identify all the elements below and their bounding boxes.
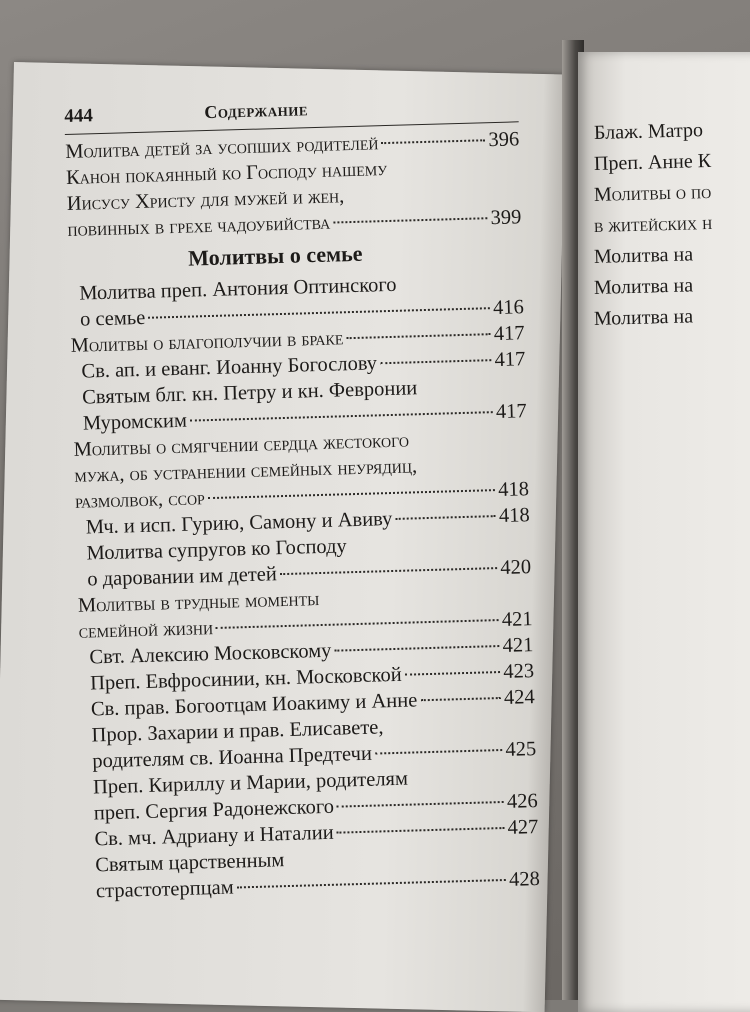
dot-leader: [208, 489, 495, 499]
toc-entry-title: Преп. Кириллу и Марии, родителям: [92, 767, 409, 799]
toc-entry-title: Святым блг. кн. Петру и кн. Февронии: [81, 377, 418, 409]
toc-entry-title: семейной жизни: [78, 617, 214, 643]
toc-entry-title: Святым царственным: [94, 849, 285, 877]
facing-page-line: Молитва на: [593, 274, 694, 299]
toc-entry-title: Св. прав. Богоотцам Иоакиму и Анне: [90, 689, 418, 721]
toc-list-family: [69, 268, 540, 904]
dot-leader: [375, 749, 503, 755]
dot-leader: [346, 333, 491, 339]
toc-entry-title: Муромским: [82, 409, 188, 435]
dot-leader: [148, 307, 490, 319]
toc-page-number: 417: [495, 400, 528, 424]
dot-leader: [333, 217, 488, 223]
toc-page-number: 418: [498, 504, 530, 528]
facing-page-line: в житейских н: [593, 211, 713, 237]
facing-page-line: Молитвы о по: [593, 180, 712, 206]
toc-page-number: 425: [505, 738, 537, 761]
right-book-page: [578, 52, 750, 1012]
toc-entry: [73, 424, 529, 515]
toc-entry-title: Молитва преп. Антония Оптинского: [78, 273, 397, 305]
toc-entry-title: страстотерпцам: [95, 876, 235, 903]
toc-page-number: 416: [492, 296, 525, 320]
toc-entry-title: Св. ап. и еванг. Иоанну Богослову: [81, 352, 378, 383]
toc-entry-title: Молитвы о благополучии в браке: [70, 327, 344, 357]
page-number: 444: [64, 105, 94, 127]
dot-leader: [337, 801, 504, 808]
toc-entry-title: о семье: [79, 306, 146, 331]
facing-page-line: Молитва на: [593, 305, 694, 330]
toc-entry-title: Иисусу Христу для мужей и жен,: [66, 185, 345, 215]
toc-entry-title: Св. мч. Адриану и Наталии: [94, 821, 334, 851]
dot-leader: [216, 619, 499, 629]
toc-entry-title: Молитва супругов ко Господу: [86, 535, 348, 565]
dot-leader: [380, 359, 492, 364]
toc-page-number: 421: [502, 634, 534, 657]
toc-entry-title: Молитвы о смягчении сердца жестокого: [73, 429, 410, 461]
toc-page-number: 421: [501, 608, 533, 631]
toc-entry-title: мужа, об устранении семейных неурядиц,: [74, 455, 418, 487]
toc-entry-title: Канон покаянный ко Господу нашему: [65, 158, 388, 189]
toc-page-number: 428: [508, 868, 541, 891]
toc-page-number: 417: [494, 348, 526, 372]
toc-entry-title: размолвок, ссор: [74, 487, 206, 513]
dot-leader: [334, 645, 499, 652]
facing-page-text: [594, 118, 712, 335]
dot-leader: [337, 827, 505, 834]
toc-entry-title: Прор. Захарии и прав. Елисавете,: [91, 716, 384, 747]
toc-page-number: 399: [490, 206, 522, 230]
toc-page-number: 420: [500, 556, 532, 579]
dot-leader: [420, 697, 501, 701]
facing-page-line: Блаж. Матро: [593, 119, 704, 144]
dot-leader: [237, 879, 506, 889]
dot-leader: [381, 139, 485, 144]
toc-entry-title: Преп. Евфросинии, кн. Московской: [89, 663, 402, 695]
toc-page-number: 424: [503, 686, 536, 709]
toc-entry-title: Мч. и исп. Гурию, Самону и Авиву: [85, 507, 393, 539]
toc-page-number: 423: [502, 660, 535, 683]
dot-leader: [395, 515, 496, 520]
toc-page-number: 418: [497, 478, 530, 502]
toc-entry-title: Молитва детей за усопших родителей: [65, 132, 379, 163]
toc-entry-title: повинных в грехе чадоубийства: [67, 211, 331, 241]
toc-entry-title: родителям св. Иоанна Предтечи: [92, 742, 373, 773]
toc-entry: [66, 152, 522, 243]
toc-entry-title: Свт. Алексию Московскому: [89, 639, 332, 669]
table-of-contents-page: [64, 91, 540, 904]
toc-page-number: 426: [506, 790, 538, 813]
toc-entry-title: преп. Сергия Радонежского: [93, 795, 335, 825]
toc-entry-title: Молитвы в трудные моменты: [77, 588, 320, 617]
running-title: Содержание: [204, 99, 309, 123]
toc-entry-title: о даровании им детей: [86, 563, 278, 591]
toc-page-number: 417: [493, 322, 525, 346]
dot-leader: [280, 567, 498, 575]
toc-list-before: [65, 126, 522, 243]
toc-page-number: 427: [507, 816, 539, 839]
dot-leader: [190, 411, 493, 421]
dot-leader: [405, 671, 501, 676]
facing-page-line: Молитва на: [593, 243, 694, 268]
facing-page-line: Преп. Анне К: [593, 149, 712, 175]
toc-page-number: 396: [488, 128, 520, 152]
section-heading: Молитвы о семье: [187, 240, 363, 271]
